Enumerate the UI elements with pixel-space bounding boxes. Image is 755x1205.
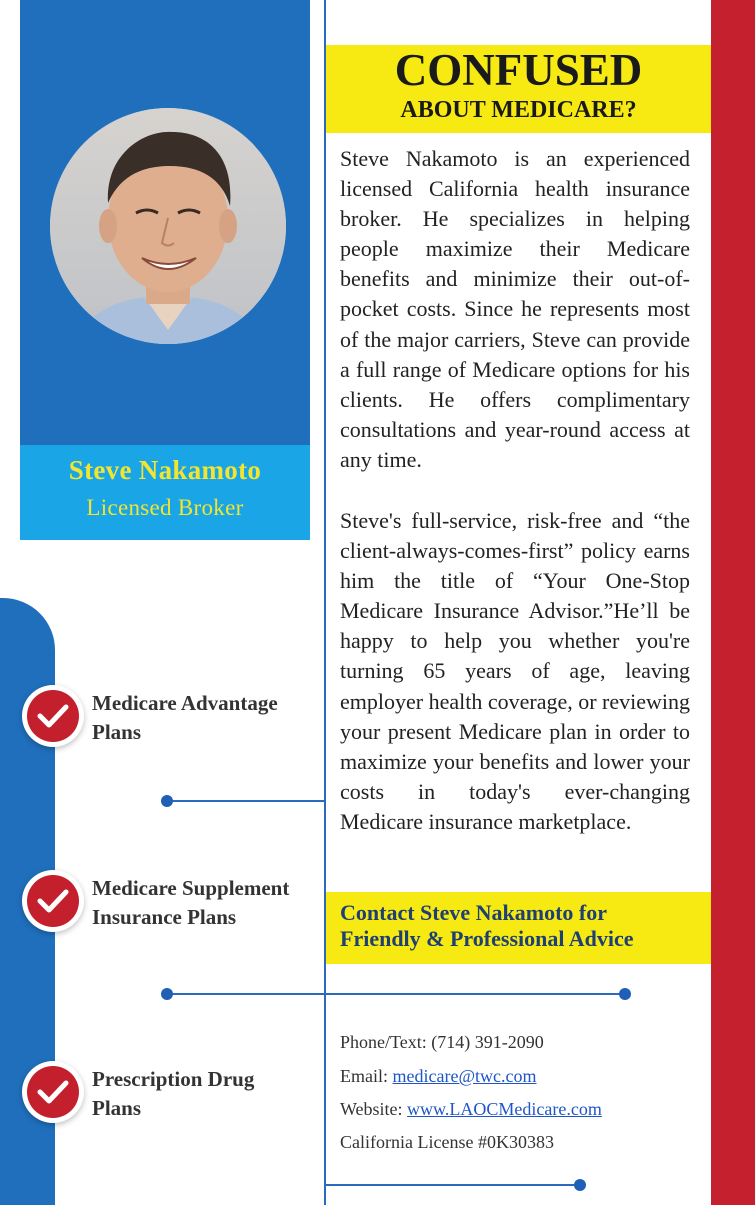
website-link[interactable]: www.LAOCMedicare.com	[407, 1099, 602, 1119]
feature-line: Insurance Plans	[92, 905, 237, 929]
connector-dot	[619, 988, 631, 1000]
email-link[interactable]: medicare@twc.com	[392, 1066, 537, 1086]
contact-banner-line: Friendly & Professional Advice	[340, 926, 634, 951]
contact-banner-text	[340, 900, 700, 952]
connector-line	[326, 1184, 580, 1186]
headline-main: CONFUSED	[394, 45, 643, 95]
feature-medicare-supplement	[92, 874, 317, 932]
broker-title: Licensed Broker	[86, 495, 244, 520]
checkmark-icon	[22, 870, 84, 932]
phone-info	[340, 1032, 544, 1053]
license-info: California License #0K30383	[340, 1132, 554, 1152]
headline-sub: ABOUT MEDICARE?	[400, 97, 637, 123]
phone-number: (714) 391-2090	[431, 1032, 544, 1052]
connector-dot	[574, 1179, 586, 1191]
feature-medicare-advantage	[92, 689, 317, 747]
website-label: Website:	[340, 1099, 408, 1119]
phone-label: Phone/Text:	[340, 1032, 432, 1052]
connector-line	[167, 993, 625, 995]
feature-line: Prescription Drug	[92, 1067, 255, 1091]
website-info	[340, 1099, 602, 1120]
bio-paragraph: Steve Nakamoto is an experienced licensed California health insurance broker. He specializes in helping people maximize their Medicare benefits and minimize their out-of-pocket costs. Since he represents most of the major carriers, Steve can provide a full range of Medicare options for his clients. He offers complimentary consultations and year-round access at any time.	[340, 146, 690, 472]
feature-line: Medicare Advantage	[92, 691, 278, 715]
broker-photo	[50, 108, 286, 344]
connector-dot	[161, 795, 173, 807]
feature-line: Medicare Supplement	[92, 876, 290, 900]
divider-line	[324, 0, 326, 1205]
policy-paragraph: Steve's full-service, risk-free and “the client-always-comes-first” policy earns him the title of “Your One-Stop Medicare Insurance Advisor.”He’ll be happy to help you whether you're turning 65 years of age, leaving employer health coverage, or reviewing your present Medicare plan in order to maximize your benefits and lower your costs in today's ever-changing Medicare insurance marketplace.	[340, 508, 691, 834]
contact-banner-line: Contact Steve Nakamoto for	[340, 900, 607, 925]
checkmark-icon	[22, 1061, 84, 1123]
email-label: Email:	[340, 1066, 393, 1086]
connector-line	[167, 800, 325, 802]
broker-name: Steve Nakamoto	[68, 455, 262, 485]
checkmark-icon	[22, 685, 84, 747]
email-info	[340, 1066, 537, 1087]
red-stripe	[711, 0, 755, 1205]
feature-line: Plans	[92, 720, 142, 744]
feature-prescription-drug	[92, 1065, 317, 1123]
feature-line: Plans	[92, 1096, 142, 1120]
connector-dot	[161, 988, 173, 1000]
